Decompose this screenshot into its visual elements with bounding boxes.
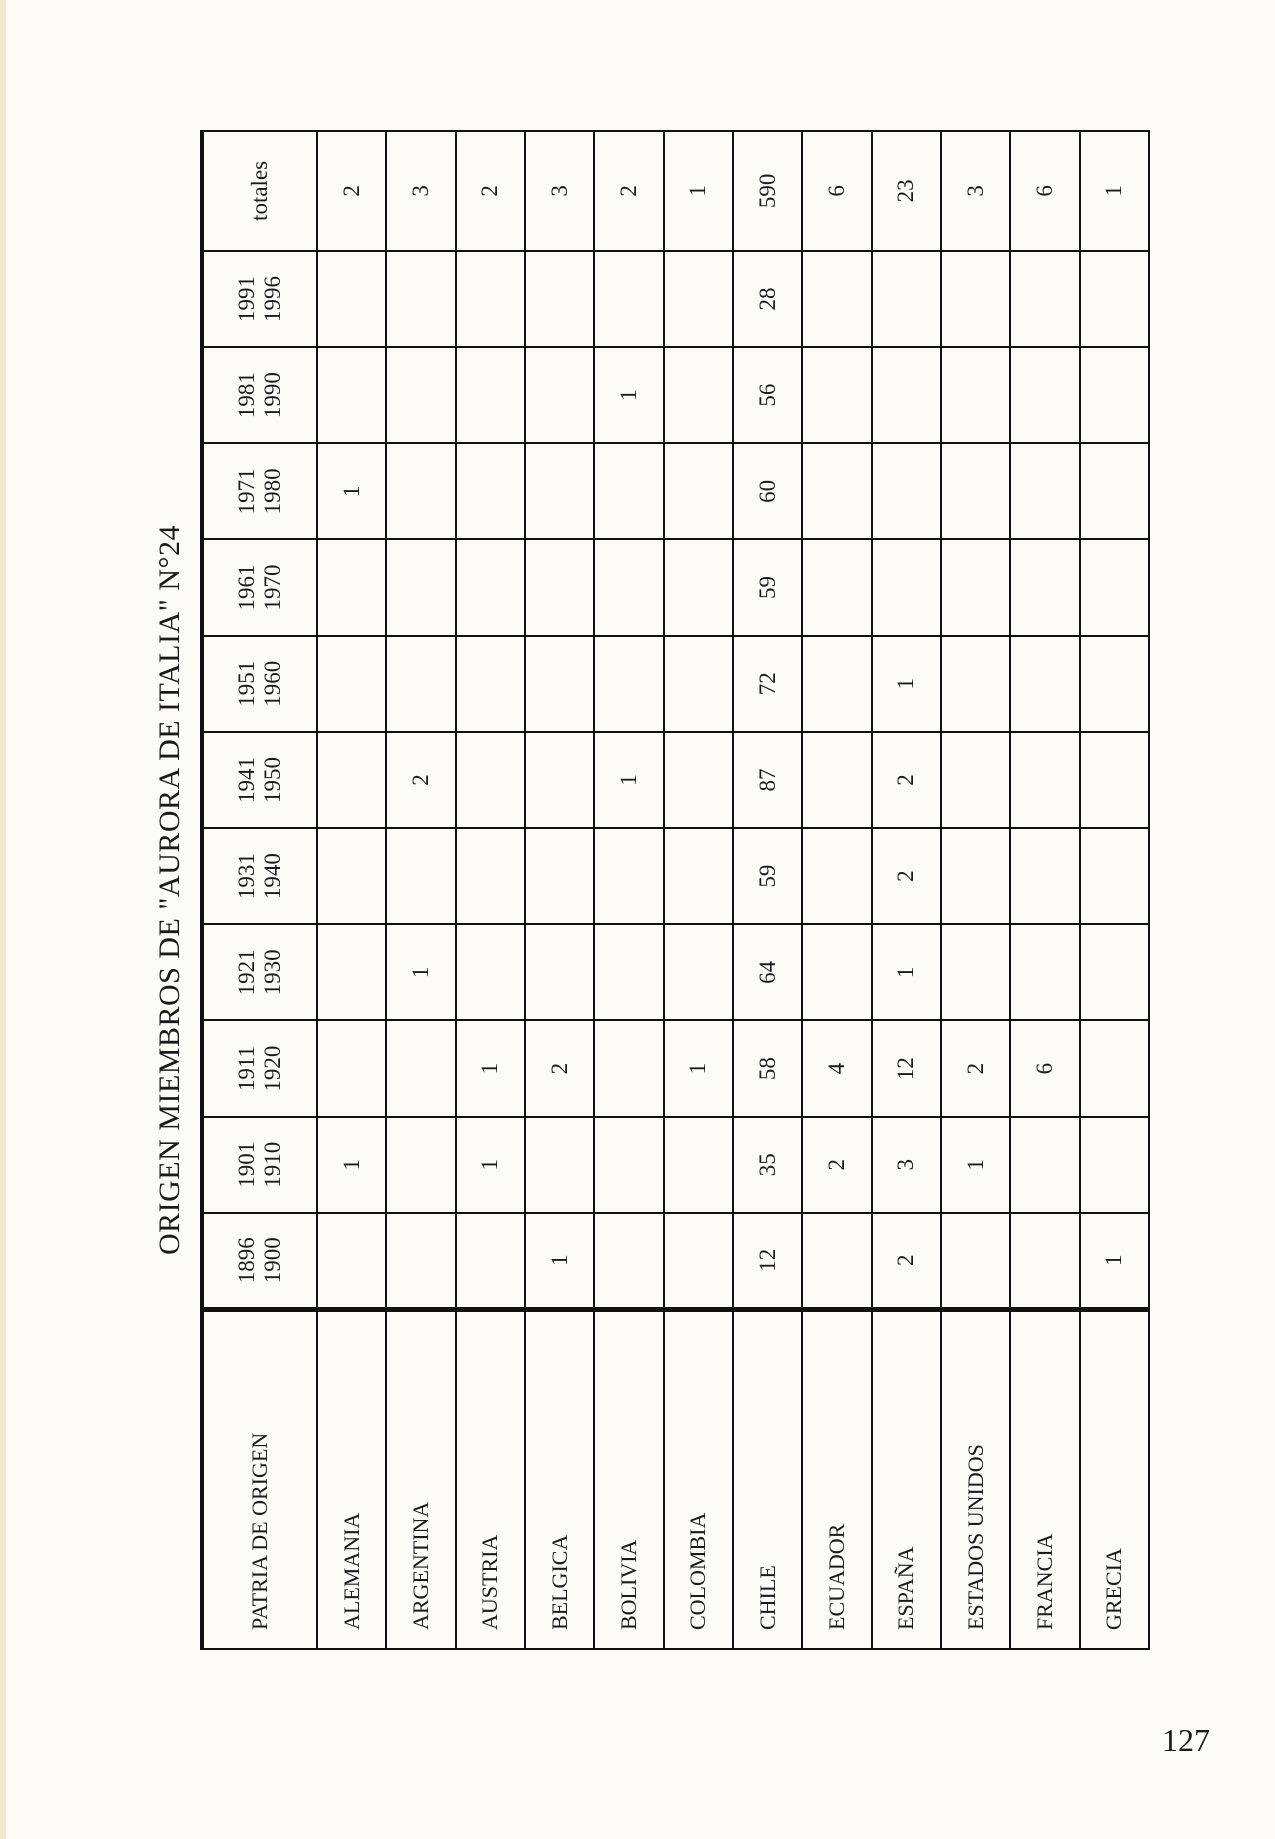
count-cell	[802, 1213, 871, 1309]
count-cell	[317, 636, 386, 732]
count-cell: 2	[872, 732, 941, 828]
count-cell	[594, 443, 663, 539]
page-edge	[0, 0, 6, 1839]
count-cell: 1	[872, 924, 941, 1020]
count-cell: 4	[802, 1020, 871, 1116]
count-cell: 2	[941, 1020, 1010, 1116]
count-cell: 1	[1080, 1213, 1149, 1309]
count-cell	[317, 732, 386, 828]
count-cell	[1010, 828, 1079, 924]
count-cell	[456, 636, 525, 732]
header-row	[202, 131, 317, 1649]
period-column-header	[202, 347, 317, 443]
period-start-year: 1901	[233, 1141, 259, 1188]
country-cell: ECUADOR	[802, 1309, 871, 1649]
count-cell	[664, 732, 733, 828]
period-column-header	[202, 251, 317, 347]
count-cell	[594, 1020, 663, 1116]
period-end-year: 1910	[260, 1141, 285, 1188]
total-cell: 3	[941, 131, 1010, 251]
count-cell	[664, 924, 733, 1020]
table-container	[200, 130, 1150, 1650]
count-cell: 2	[386, 732, 455, 828]
table-row	[733, 131, 802, 1649]
count-cell: 1	[594, 732, 663, 828]
count-cell: 35	[733, 1117, 802, 1213]
count-cell: 1	[525, 1213, 594, 1309]
table-row	[1080, 131, 1149, 1649]
count-cell	[1010, 539, 1079, 635]
table-row	[456, 131, 525, 1649]
count-cell	[802, 347, 871, 443]
total-cell: 3	[386, 131, 455, 251]
period-end-year: 1996	[260, 275, 285, 322]
count-cell	[1010, 251, 1079, 347]
count-cell	[456, 347, 525, 443]
count-cell	[1080, 732, 1149, 828]
count-cell	[941, 443, 1010, 539]
count-cell: 2	[802, 1117, 871, 1213]
table-row	[941, 131, 1010, 1649]
table-row	[1010, 131, 1079, 1649]
count-cell: 59	[733, 539, 802, 635]
count-cell: 1	[872, 636, 941, 732]
count-cell	[664, 443, 733, 539]
members-origin-table	[200, 130, 1150, 1650]
count-cell	[525, 539, 594, 635]
count-cell	[594, 1117, 663, 1213]
count-cell	[525, 924, 594, 1020]
period-column-header	[202, 539, 317, 635]
count-cell	[1080, 347, 1149, 443]
count-cell	[664, 1117, 733, 1213]
rotated-table-block	[140, 130, 1150, 1650]
count-cell	[664, 1213, 733, 1309]
period-column-header	[202, 924, 317, 1020]
count-cell	[664, 636, 733, 732]
count-cell: 87	[733, 732, 802, 828]
count-cell	[802, 732, 871, 828]
total-cell: 6	[1010, 131, 1079, 251]
count-cell	[1080, 1117, 1149, 1213]
count-cell	[872, 539, 941, 635]
table-row	[872, 131, 941, 1649]
count-cell	[1010, 636, 1079, 732]
table-row	[317, 131, 386, 1649]
count-cell	[1080, 443, 1149, 539]
count-cell	[594, 924, 663, 1020]
total-cell: 2	[594, 131, 663, 251]
country-cell: BELGICA	[525, 1309, 594, 1649]
count-cell	[941, 251, 1010, 347]
count-cell: 58	[733, 1020, 802, 1116]
period-end-year: 1950	[260, 756, 285, 803]
count-cell	[594, 539, 663, 635]
total-cell: 590	[733, 131, 802, 251]
count-cell	[664, 828, 733, 924]
period-column-header	[202, 1213, 317, 1309]
period-start-year: 1941	[233, 756, 259, 803]
count-cell	[317, 1020, 386, 1116]
count-cell: 3	[872, 1117, 941, 1213]
period-column-header	[202, 443, 317, 539]
count-cell	[1010, 443, 1079, 539]
count-cell	[594, 636, 663, 732]
period-start-year: 1981	[233, 372, 259, 419]
count-cell	[594, 251, 663, 347]
count-cell	[1010, 732, 1079, 828]
count-cell	[802, 443, 871, 539]
count-cell: 2	[872, 1213, 941, 1309]
period-end-year: 1970	[260, 564, 285, 611]
count-cell: 1	[317, 443, 386, 539]
period-column-header	[202, 1117, 317, 1213]
count-cell: 28	[733, 251, 802, 347]
period-start-year: 1951	[233, 660, 259, 707]
country-cell: ESPAÑA	[872, 1309, 941, 1649]
count-cell	[456, 924, 525, 1020]
count-cell	[317, 1213, 386, 1309]
table-row	[664, 131, 733, 1649]
count-cell	[525, 828, 594, 924]
table-body	[317, 131, 1149, 1649]
count-cell	[1080, 924, 1149, 1020]
count-cell	[525, 443, 594, 539]
period-start-year: 1911	[233, 1045, 259, 1092]
page-number: 127	[1162, 1722, 1210, 1758]
count-cell	[456, 1213, 525, 1309]
country-cell: FRANCIA	[1010, 1309, 1079, 1649]
period-column-header	[202, 636, 317, 732]
count-cell	[456, 443, 525, 539]
count-cell	[872, 347, 941, 443]
period-end-year: 1980	[260, 468, 285, 515]
period-start-year: 1931	[233, 853, 259, 900]
count-cell	[872, 251, 941, 347]
total-cell: 2	[317, 131, 386, 251]
count-cell	[525, 1117, 594, 1213]
country-cell: GRECIA	[1080, 1309, 1149, 1649]
count-cell	[386, 1213, 455, 1309]
count-cell	[525, 636, 594, 732]
count-cell: 6	[1010, 1020, 1079, 1116]
count-cell	[386, 636, 455, 732]
count-cell	[317, 828, 386, 924]
country-cell: ALEMANIA	[317, 1309, 386, 1649]
count-cell	[941, 732, 1010, 828]
total-cell: 1	[664, 131, 733, 251]
period-end-year: 1900	[260, 1237, 285, 1284]
count-cell: 1	[317, 1117, 386, 1213]
count-cell	[1080, 636, 1149, 732]
count-cell	[1080, 828, 1149, 924]
count-cell	[802, 251, 871, 347]
period-start-year: 1896	[233, 1237, 259, 1284]
count-cell	[802, 636, 871, 732]
totals-column-header: totales	[202, 131, 317, 251]
period-start-year: 1971	[233, 468, 259, 515]
country-cell: COLOMBIA	[664, 1309, 733, 1649]
table-title: ORIGEN MIEMBROS DE "AURORA DE ITALIA" N°24	[153, 524, 186, 1256]
count-cell	[1080, 251, 1149, 347]
count-cell	[941, 347, 1010, 443]
count-cell: 59	[733, 828, 802, 924]
count-cell	[1010, 1117, 1079, 1213]
total-cell: 1	[1080, 131, 1149, 251]
count-cell	[386, 539, 455, 635]
count-cell	[317, 539, 386, 635]
period-start-year: 1991	[233, 275, 259, 322]
count-cell	[386, 1020, 455, 1116]
table-row	[802, 131, 871, 1649]
count-cell	[386, 443, 455, 539]
period-column-header	[202, 1020, 317, 1116]
count-cell	[317, 924, 386, 1020]
period-column-header	[202, 732, 317, 828]
count-cell: 1	[664, 1020, 733, 1116]
count-cell	[594, 828, 663, 924]
count-cell	[386, 347, 455, 443]
count-cell: 12	[872, 1020, 941, 1116]
count-cell	[802, 924, 871, 1020]
count-cell	[802, 828, 871, 924]
count-cell	[386, 828, 455, 924]
total-cell: 3	[525, 131, 594, 251]
count-cell	[525, 347, 594, 443]
count-cell	[1010, 1213, 1079, 1309]
count-cell	[1010, 924, 1079, 1020]
country-cell: AUSTRIA	[456, 1309, 525, 1649]
country-cell: ARGENTINA	[386, 1309, 455, 1649]
count-cell	[664, 251, 733, 347]
count-cell: 1	[456, 1020, 525, 1116]
count-cell	[941, 636, 1010, 732]
period-column-header	[202, 828, 317, 924]
period-start-year: 1961	[233, 564, 259, 611]
count-cell	[525, 251, 594, 347]
count-cell: 1	[594, 347, 663, 443]
period-end-year: 1940	[260, 853, 285, 900]
total-cell: 2	[456, 131, 525, 251]
count-cell: 12	[733, 1213, 802, 1309]
count-cell	[941, 1213, 1010, 1309]
period-end-year: 1930	[260, 949, 285, 996]
period-end-year: 1920	[260, 1045, 285, 1092]
count-cell	[386, 251, 455, 347]
count-cell: 60	[733, 443, 802, 539]
count-cell	[664, 347, 733, 443]
count-cell	[317, 251, 386, 347]
count-cell: 2	[872, 828, 941, 924]
country-cell: ESTADOS UNIDOS	[941, 1309, 1010, 1649]
table-row	[386, 131, 455, 1649]
country-cell: BOLIVIA	[594, 1309, 663, 1649]
count-cell	[872, 443, 941, 539]
count-cell: 1	[456, 1117, 525, 1213]
count-cell: 1	[941, 1117, 1010, 1213]
count-cell	[594, 1213, 663, 1309]
count-cell: 56	[733, 347, 802, 443]
count-cell	[386, 1117, 455, 1213]
period-end-year: 1990	[260, 372, 285, 419]
count-cell: 72	[733, 636, 802, 732]
count-cell	[802, 539, 871, 635]
count-cell: 2	[525, 1020, 594, 1116]
count-cell	[317, 347, 386, 443]
count-cell	[941, 924, 1010, 1020]
country-column-header: PATRIA DE ORIGEN	[202, 1309, 317, 1649]
count-cell	[941, 539, 1010, 635]
period-start-year: 1921	[233, 949, 259, 996]
table-row	[525, 131, 594, 1649]
table-row	[594, 131, 663, 1649]
count-cell	[456, 251, 525, 347]
count-cell	[525, 732, 594, 828]
count-cell	[1080, 539, 1149, 635]
count-cell: 64	[733, 924, 802, 1020]
count-cell	[456, 828, 525, 924]
count-cell	[456, 539, 525, 635]
period-end-year: 1960	[260, 660, 285, 707]
count-cell	[1080, 1020, 1149, 1116]
count-cell	[664, 539, 733, 635]
count-cell	[456, 732, 525, 828]
country-cell: CHILE	[733, 1309, 802, 1649]
count-cell	[941, 828, 1010, 924]
count-cell: 1	[386, 924, 455, 1020]
total-cell: 23	[872, 131, 941, 251]
total-cell: 6	[802, 131, 871, 251]
count-cell	[1010, 347, 1079, 443]
